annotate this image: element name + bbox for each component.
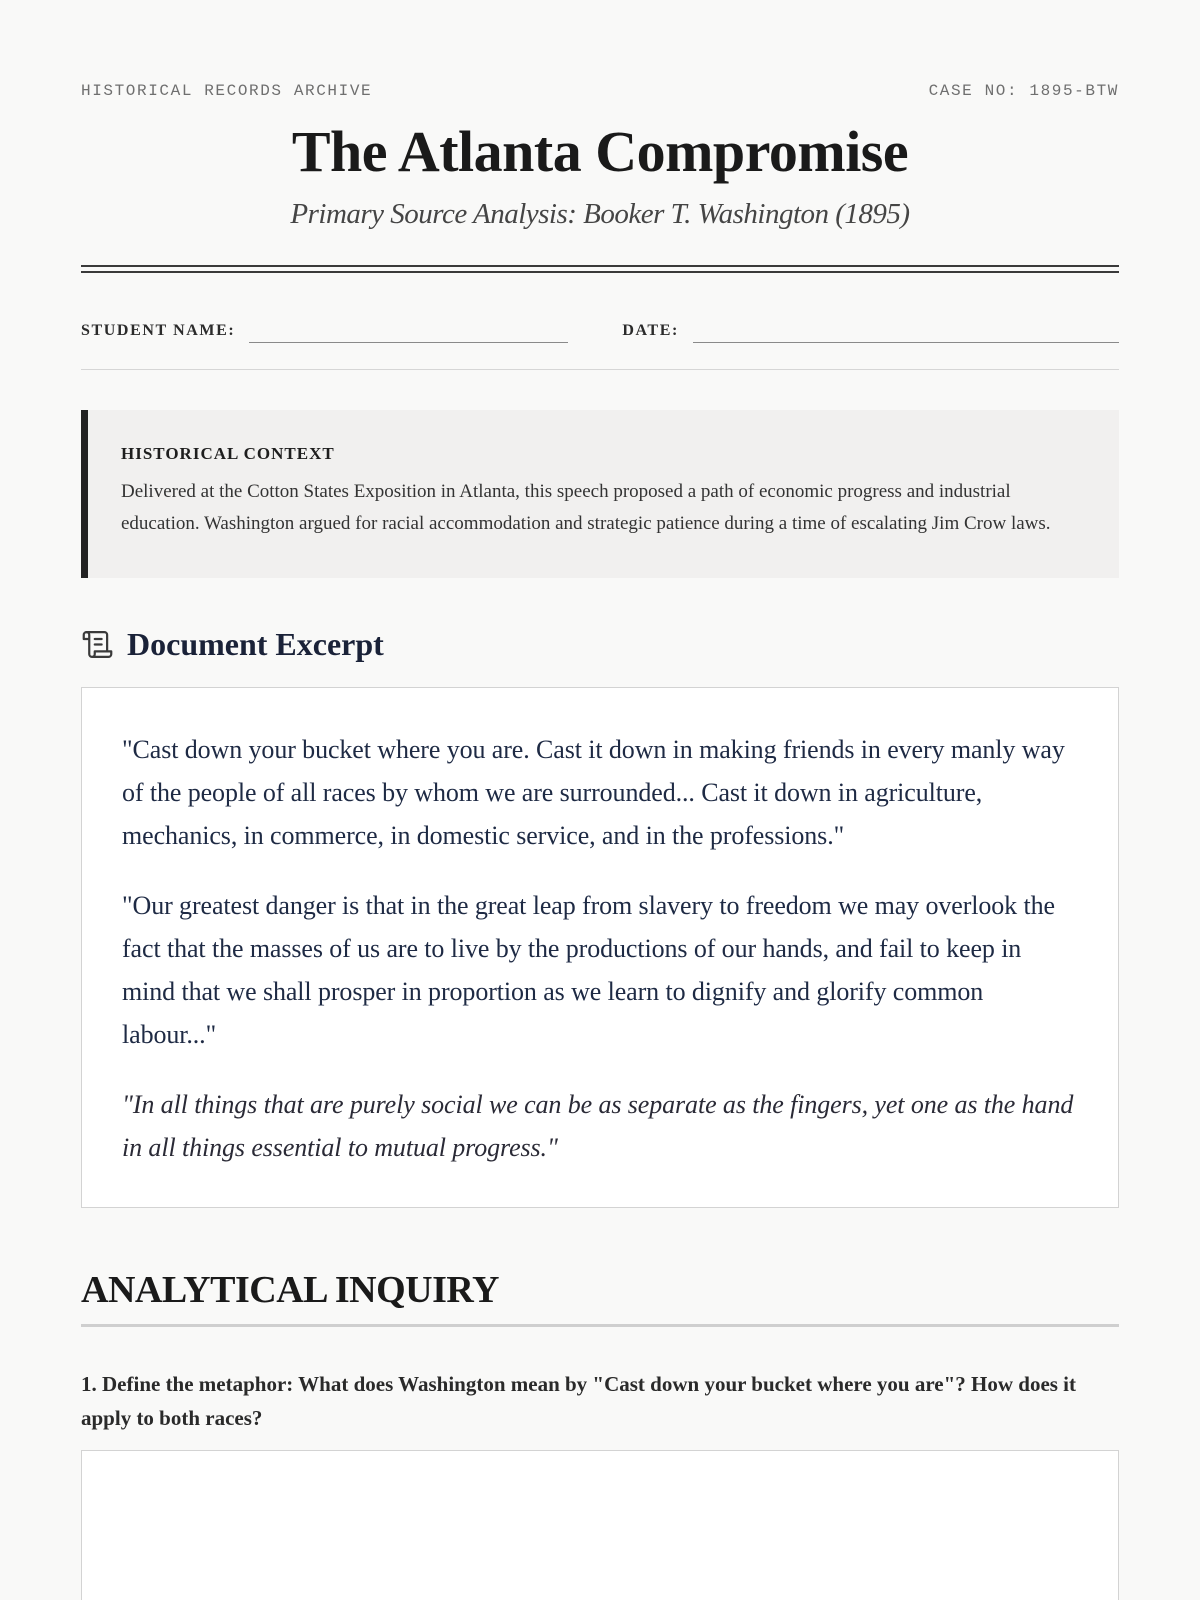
answer-1-field[interactable] <box>81 1450 1119 1600</box>
student-info-fields <box>81 321 1119 370</box>
context-body: Delivered at the Cotton States Exposition in Atlanta, this speech proposed a path of economic progress and industrial education. Washington argued for racial accommodation and strategic patience during a time of escalating Jim Crow laws. <box>121 481 1051 534</box>
document-excerpt-box <box>81 687 1119 1208</box>
case-number: CASE NO: 1895-BTW <box>928 82 1119 100</box>
date-field[interactable] <box>693 321 1119 343</box>
excerpt-title: Document Excerpt <box>127 626 384 662</box>
inquiry-title: ANALYTICAL INQUIRY <box>81 1268 1119 1327</box>
date-label: DATE: <box>622 322 679 339</box>
page-title: The Atlanta Compromise <box>291 119 909 184</box>
title-divider <box>81 265 1119 273</box>
question-1: 1. Define the metaphor: What does Washington mean by "Cast down your bucket where you are"? How does it apply to both races? <box>81 1372 1077 1430</box>
context-title: HISTORICAL CONTEXT <box>121 444 335 463</box>
excerpt-quote-2: "Our greatest danger is that in the great leap from slavery to freedom we may overlook the fact that the masses of us are to live by the productions of our hands, and fail to keep in mind that we shall prosper in proportion as we learn to dignify and glorify common labour..." <box>122 891 1055 1049</box>
archive-label: HISTORICAL RECORDS ARCHIVE <box>81 82 373 100</box>
historical-context-callout <box>81 410 1119 578</box>
excerpt-heading <box>81 626 1119 663</box>
page-subtitle: Primary Source Analysis: Booker T. Washington (1895) <box>290 198 910 230</box>
student-name-label: STUDENT NAME: <box>81 322 236 339</box>
archive-header <box>81 0 1119 100</box>
scroll-icon <box>81 628 114 661</box>
student-name-field[interactable] <box>249 321 568 343</box>
excerpt-quote-3: "In all things that are purely social we can be as separate as the fingers, yet one as the hand in all things essential to mutual progress." <box>122 1090 1074 1162</box>
excerpt-quote-1: "Cast down your bucket where you are. Cast it down in making friends in every manly way of the people of all races by whom we are surrounded... Cast it down in agriculture, mechanics, in commerce, in domestic service, and in the professions." <box>122 735 1065 850</box>
